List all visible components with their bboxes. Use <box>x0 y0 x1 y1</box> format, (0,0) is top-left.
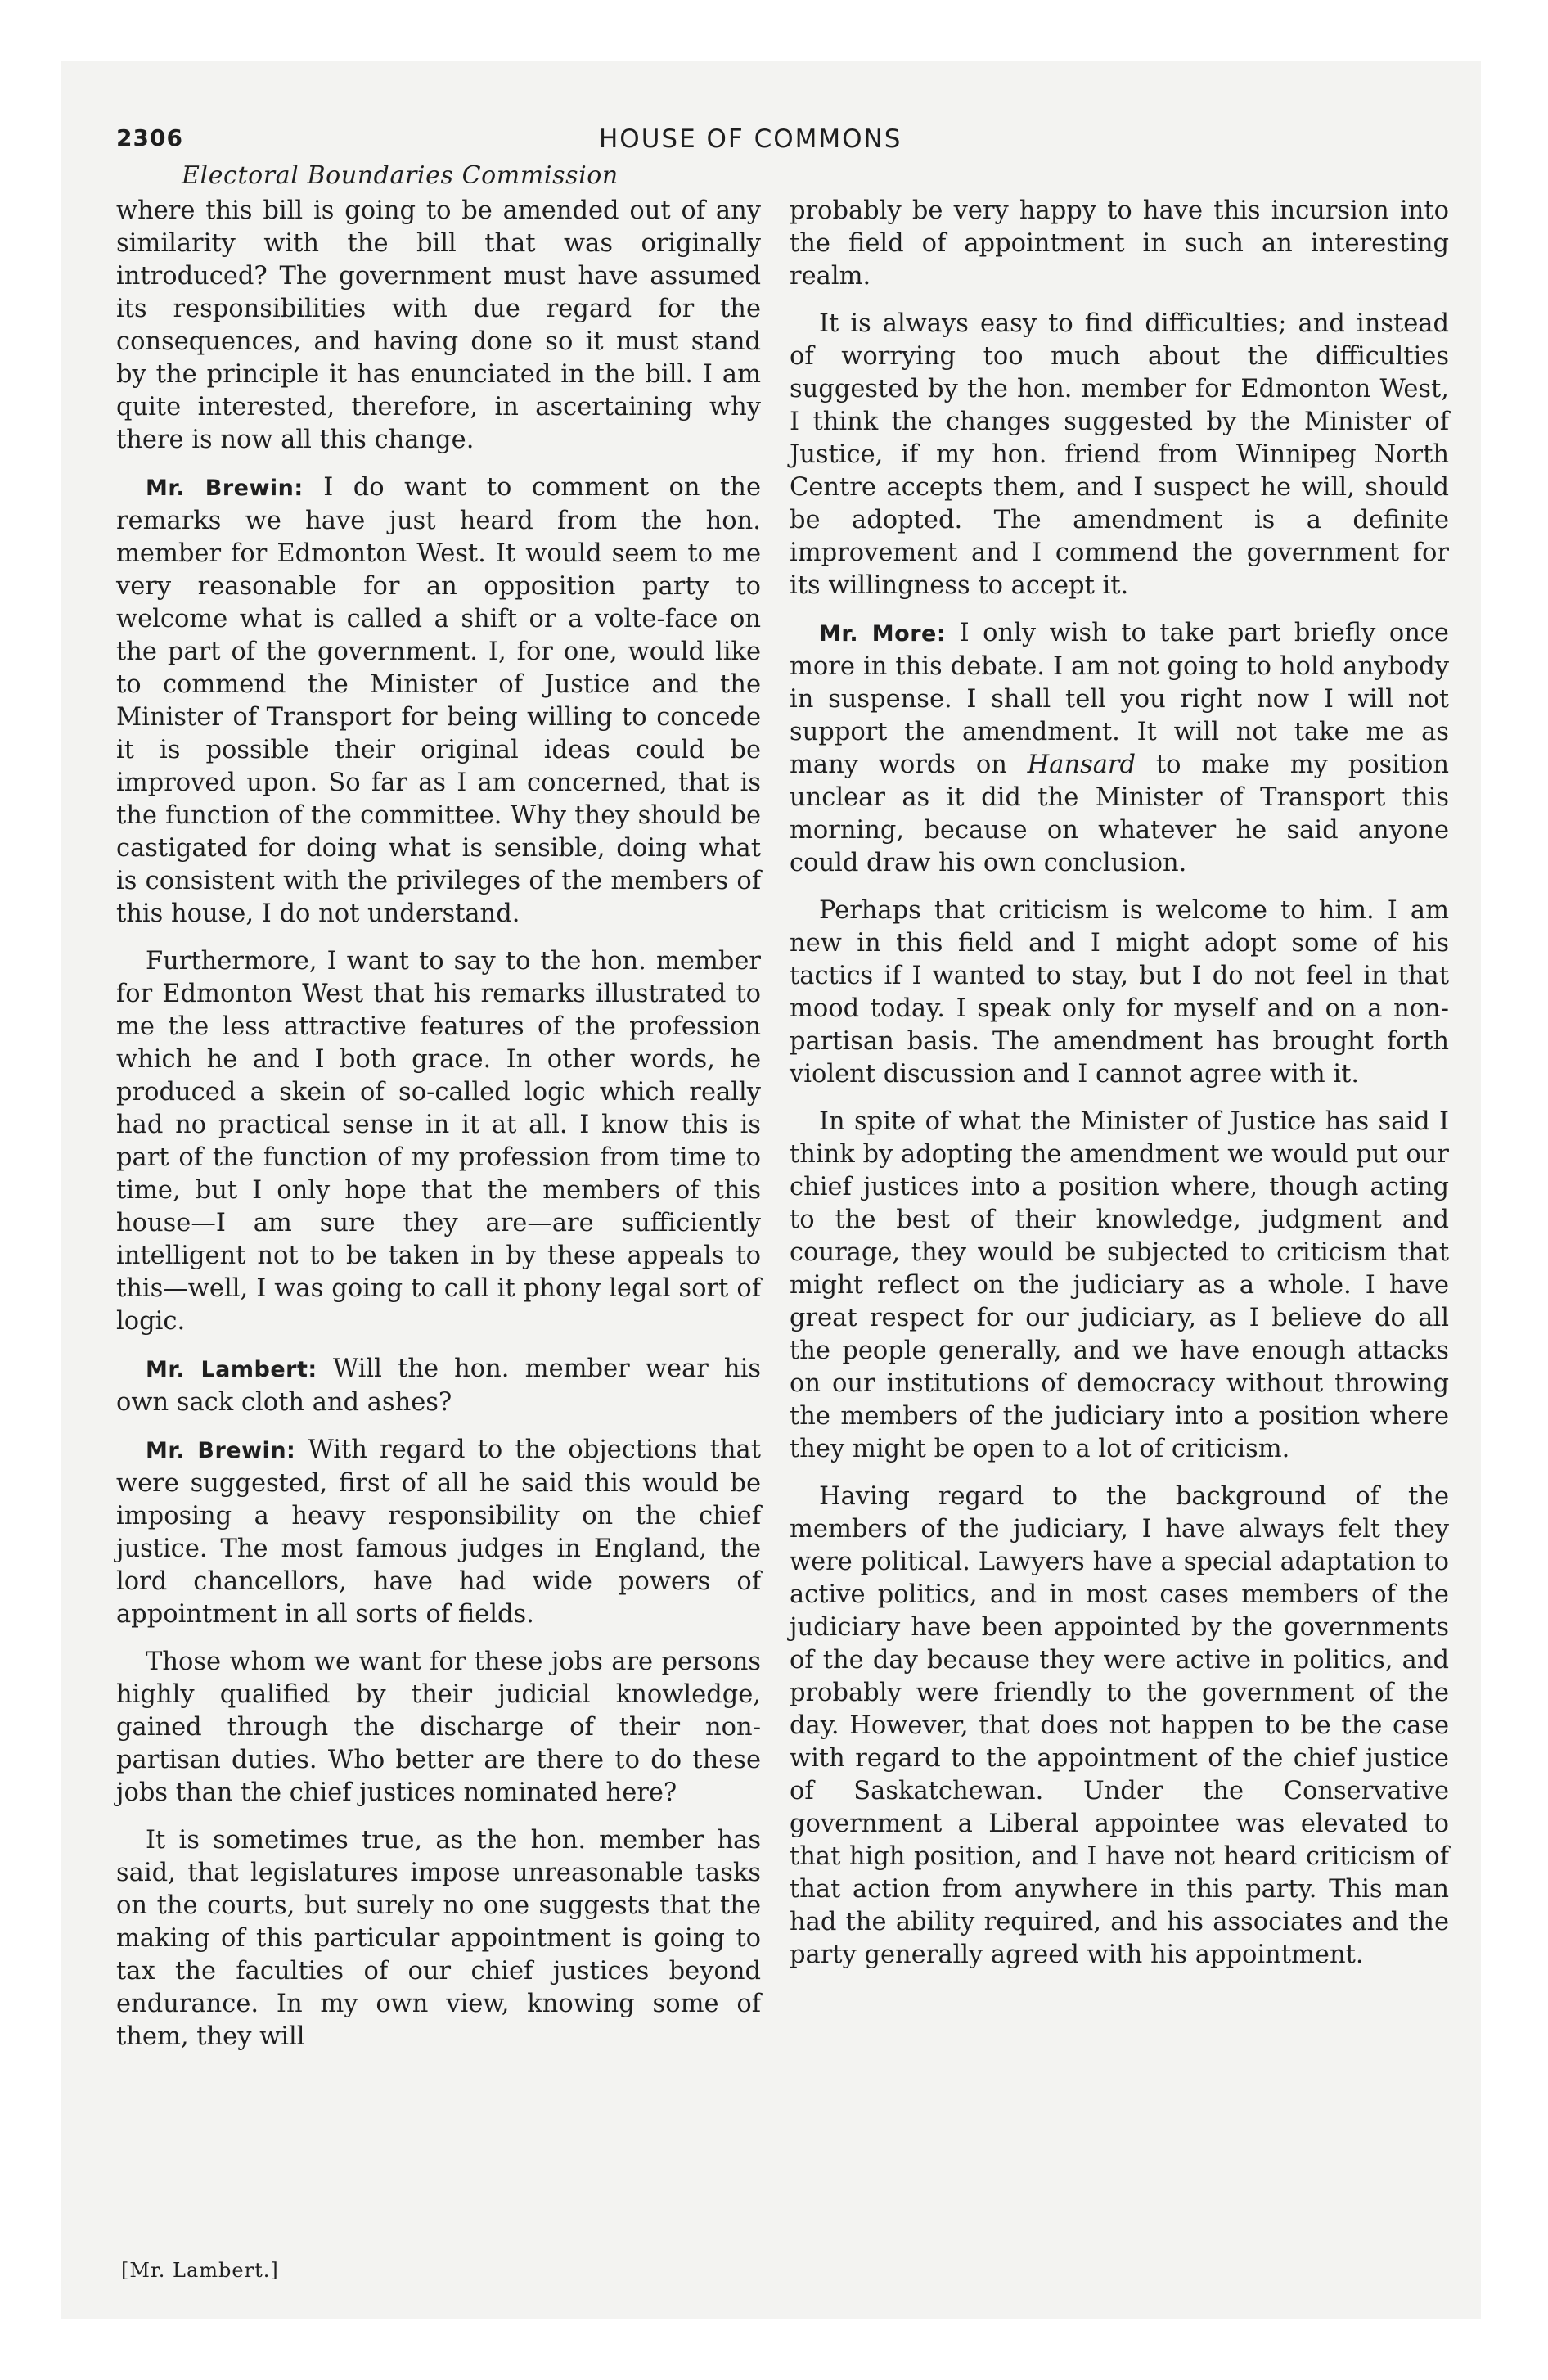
paragraph <box>790 308 1449 602</box>
right-column <box>790 195 1449 1986</box>
paragraph-text: I only wish to take part briefly once more in this debate. I am not going to hold anybody in suspense. I shall tell you right now I will not support the amendment. It will not take me as many words on <box>790 619 1449 779</box>
paragraph-text: It is sometimes true, as the hon. member has said, that legislatures impose unreasonable tasks on the courts, but surely no one suggests that the making of this particular appointment is going to tax the faculties of our chief justices beyond endurance. In my own view, knowing some of them, they will <box>116 1826 761 2051</box>
paragraph-text: With regard to the objections that were suggested, first of all he said this would be imposing a heavy responsibility on the chief justice. The most famous judges in England, the lord chancellors, have had wide powers of appointment in all sorts of fields. <box>116 1436 761 1629</box>
paragraph-text: where this bill is going to be amended out of any similarity with the bill that was originally introduced? The government must have assumed its responsibilities with due regard for the consequences, and having done so it must stand by the principle it has enunciated in the bill. I am quite interested, therefore, in ascertaining why there is now all this change. <box>116 196 761 454</box>
paragraph-text: It is always easy to find difficulties; and instead of worrying too much about the difficulties suggested by the hon. member for Edmonton West, I think the changes suggested by the Minister of Justice, if my hon. friend from Winnipeg North Centre accepts them, and I suspect he will, should be adopted. The amendment is a definite improvement and I commend the government for its willingness to accept it. <box>790 309 1449 600</box>
paragraph <box>116 471 761 931</box>
paragraph-text: Those whom we want for these jobs are persons highly qualified by their judicial knowledge, gained through the discharge of their non-partisan duties. Who better are there to do these jobs than the chief justices nominated here? <box>116 1648 761 1807</box>
paragraph <box>116 1646 761 1810</box>
paragraph-text: to make my position unclear as it did the Minister of Transport this morning, because on whatever he said anyone could draw his own conclusion. <box>790 751 1450 877</box>
paragraph-text: In spite of what the Minister of Justice has said I think by adopting the amendment we would put our chief justices into a position where, though acting to the best of their knowledge, judgment and courage, they would be subjected to criticism that might reflect on the judiciary as a whole. I have great respect for our judiciary, as I believe do all the people generally, and we have enough attacks on our institutions of democracy without throwing the members of the judiciary into a position where they might be open to a lot of criticism. <box>790 1107 1449 1463</box>
paragraph <box>790 617 1449 880</box>
paragraph <box>116 945 761 1338</box>
page-header <box>116 124 941 160</box>
publication-title: Hansard <box>1027 751 1136 779</box>
paragraph <box>116 1353 761 1419</box>
paragraph <box>790 895 1449 1091</box>
left-column <box>116 195 761 2068</box>
paragraph <box>116 195 761 457</box>
footer-note: [Mr. Lambert.] <box>121 2259 279 2282</box>
paragraph-text: probably be very happy to have this incursion into the field of appointment in such an interesting realm. <box>790 196 1449 291</box>
paragraph-text: Perhaps that criticism is welcome to him. I am new in this field and I might adopt some of his tactics if I wanted to stay, but I do not feel in that mood today. I speak only for myself and on a non-partisan basis. The amendment has brought forth violent discussion and I cannot agree with it. <box>790 896 1449 1089</box>
paragraph <box>116 1434 761 1631</box>
page-number: 2306 <box>116 124 183 151</box>
subject-heading: Electoral Boundaries Commission <box>182 161 619 190</box>
paragraph-text: Will the hon. member wear his own sack cloth and ashes? <box>116 1355 761 1417</box>
paragraph-text: Furthermore, I want to say to the hon. member for Edmonton West that his remarks illustrated to me the less attractive features of the profession which he and I both grace. In other words, he produced a skein of so-called logic which really had no practical sense in it at all. I know this is part of the function of my profession from time to time, but I only hope that the members of this house—I am sure they are—are sufficiently intelligent not to be taken in by these appeals to this—well, I was going to call it phony legal sort of logic. <box>116 947 761 1336</box>
paragraph-text: I do want to comment on the remarks we have just heard from the hon. member for Edmonton West. It would seem to me very reasonable for an opposition party to welcome what is called a shift or a volte-face on the part of the government. I, for one, would like to commend the Minister of Justice and the Minister of Transport for being willing to concede it is possible their original ideas could be improved upon. So far as I am concerned, that is the function of the committee. Why they should be castigated for doing what is sensible, doing what is consistent with the privileges of the members of this house, I do not understand. <box>116 473 761 928</box>
speaker-name: Mr. Brewin: <box>146 1438 296 1463</box>
speaker-name: Mr. More: <box>819 621 947 647</box>
paragraph <box>116 1824 761 2053</box>
speaker-name: Mr. Lambert: <box>146 1357 317 1382</box>
paragraph <box>790 1106 1449 1466</box>
paragraph <box>790 1481 1449 1972</box>
paragraph-text: Having regard to the background of the members of the judiciary, I have always felt they were political. Lawyers have a special adaptation to active politics, and in most cases members of the judiciary have been appointed by the governments of the day because they were active in politics, and probably were friendly to the government of the day. However, that does not happen to be the case with regard to the appointment of the chief justice of Saskatchewan. Under the Conservative government a Liberal appointee was elevated to that high position, and I have not heard criticism of that action from anywhere in this party. This man had the ability required, and his associates and the party generally agreed with his appointment. <box>790 1482 1449 1969</box>
speaker-name: Mr. Brewin: <box>146 476 304 501</box>
running-head: HOUSE OF COMMONS <box>599 124 902 154</box>
paragraph <box>790 195 1449 293</box>
